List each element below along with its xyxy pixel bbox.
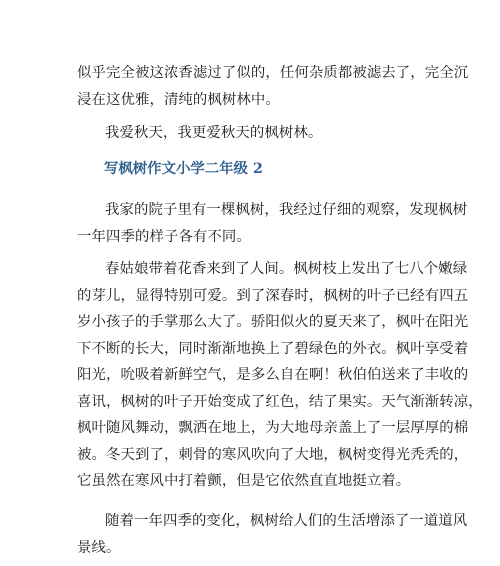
text-line: 似乎完全被这浓香滤过了似的，任何杂质都被滤去了，完全沉 (77, 65, 469, 81)
text-line: 景线。 (77, 539, 121, 556)
paragraph-1 (77, 60, 469, 113)
section-heading: 写枫树作文小学二年级 2 (104, 160, 263, 177)
text-line: 我家的院子里有一棵枫树，我经过仔细的观察，发现枫树 (105, 202, 468, 218)
text-line: 枫叶随风舞动，飘洒在地上，为大地母亲盖上了一层厚厚的棉 (77, 420, 469, 436)
text-line: 阳光，吮吸着新鲜空气，是多么自在啊！秋伯伯送来了丰收的 (77, 367, 469, 383)
paragraph-4 (77, 256, 483, 495)
text-line: 喜讯，枫树的叶子开始变成了红色，结了果实。天气渐渐转凉， (77, 393, 483, 410)
text-line: 我爱秋天，我更爱秋天的枫树林。 (105, 125, 323, 141)
text-line: 被。冬天到了，刺骨的寒风吹向了大地，枫树变得光秃秃的， (77, 446, 469, 463)
text-line: 下不断的长大，同时渐渐地换上了碧绿色的外衣。枫叶享受着 (77, 340, 469, 357)
text-line: 的芽儿，显得特别可爱。到了深春时，枫树的叶子已经有四五 (77, 287, 469, 304)
paragraph-2 (77, 120, 455, 147)
text-line: 浸在这优雅，清纯的枫树林中。 (77, 91, 280, 108)
text-line: 随着一年四季的变化，枫树给人们的生活增添了一道道风 (105, 513, 468, 529)
paragraph-5 (77, 508, 468, 561)
paragraph-3 (77, 197, 468, 250)
text-line: 一年四季的样子各有不同。 (77, 228, 251, 245)
text-line: 它虽然在寒风中打着颤，但是它依然直直地挺立着。 (77, 473, 411, 489)
text-line: 春姑娘带着花香来到了人间。枫树枝上发出了七八个嫩绿 (105, 261, 468, 277)
text-line: 岁小孩子的手掌那么大了。骄阳似火的夏天来了，枫叶在阳光 (77, 314, 469, 330)
